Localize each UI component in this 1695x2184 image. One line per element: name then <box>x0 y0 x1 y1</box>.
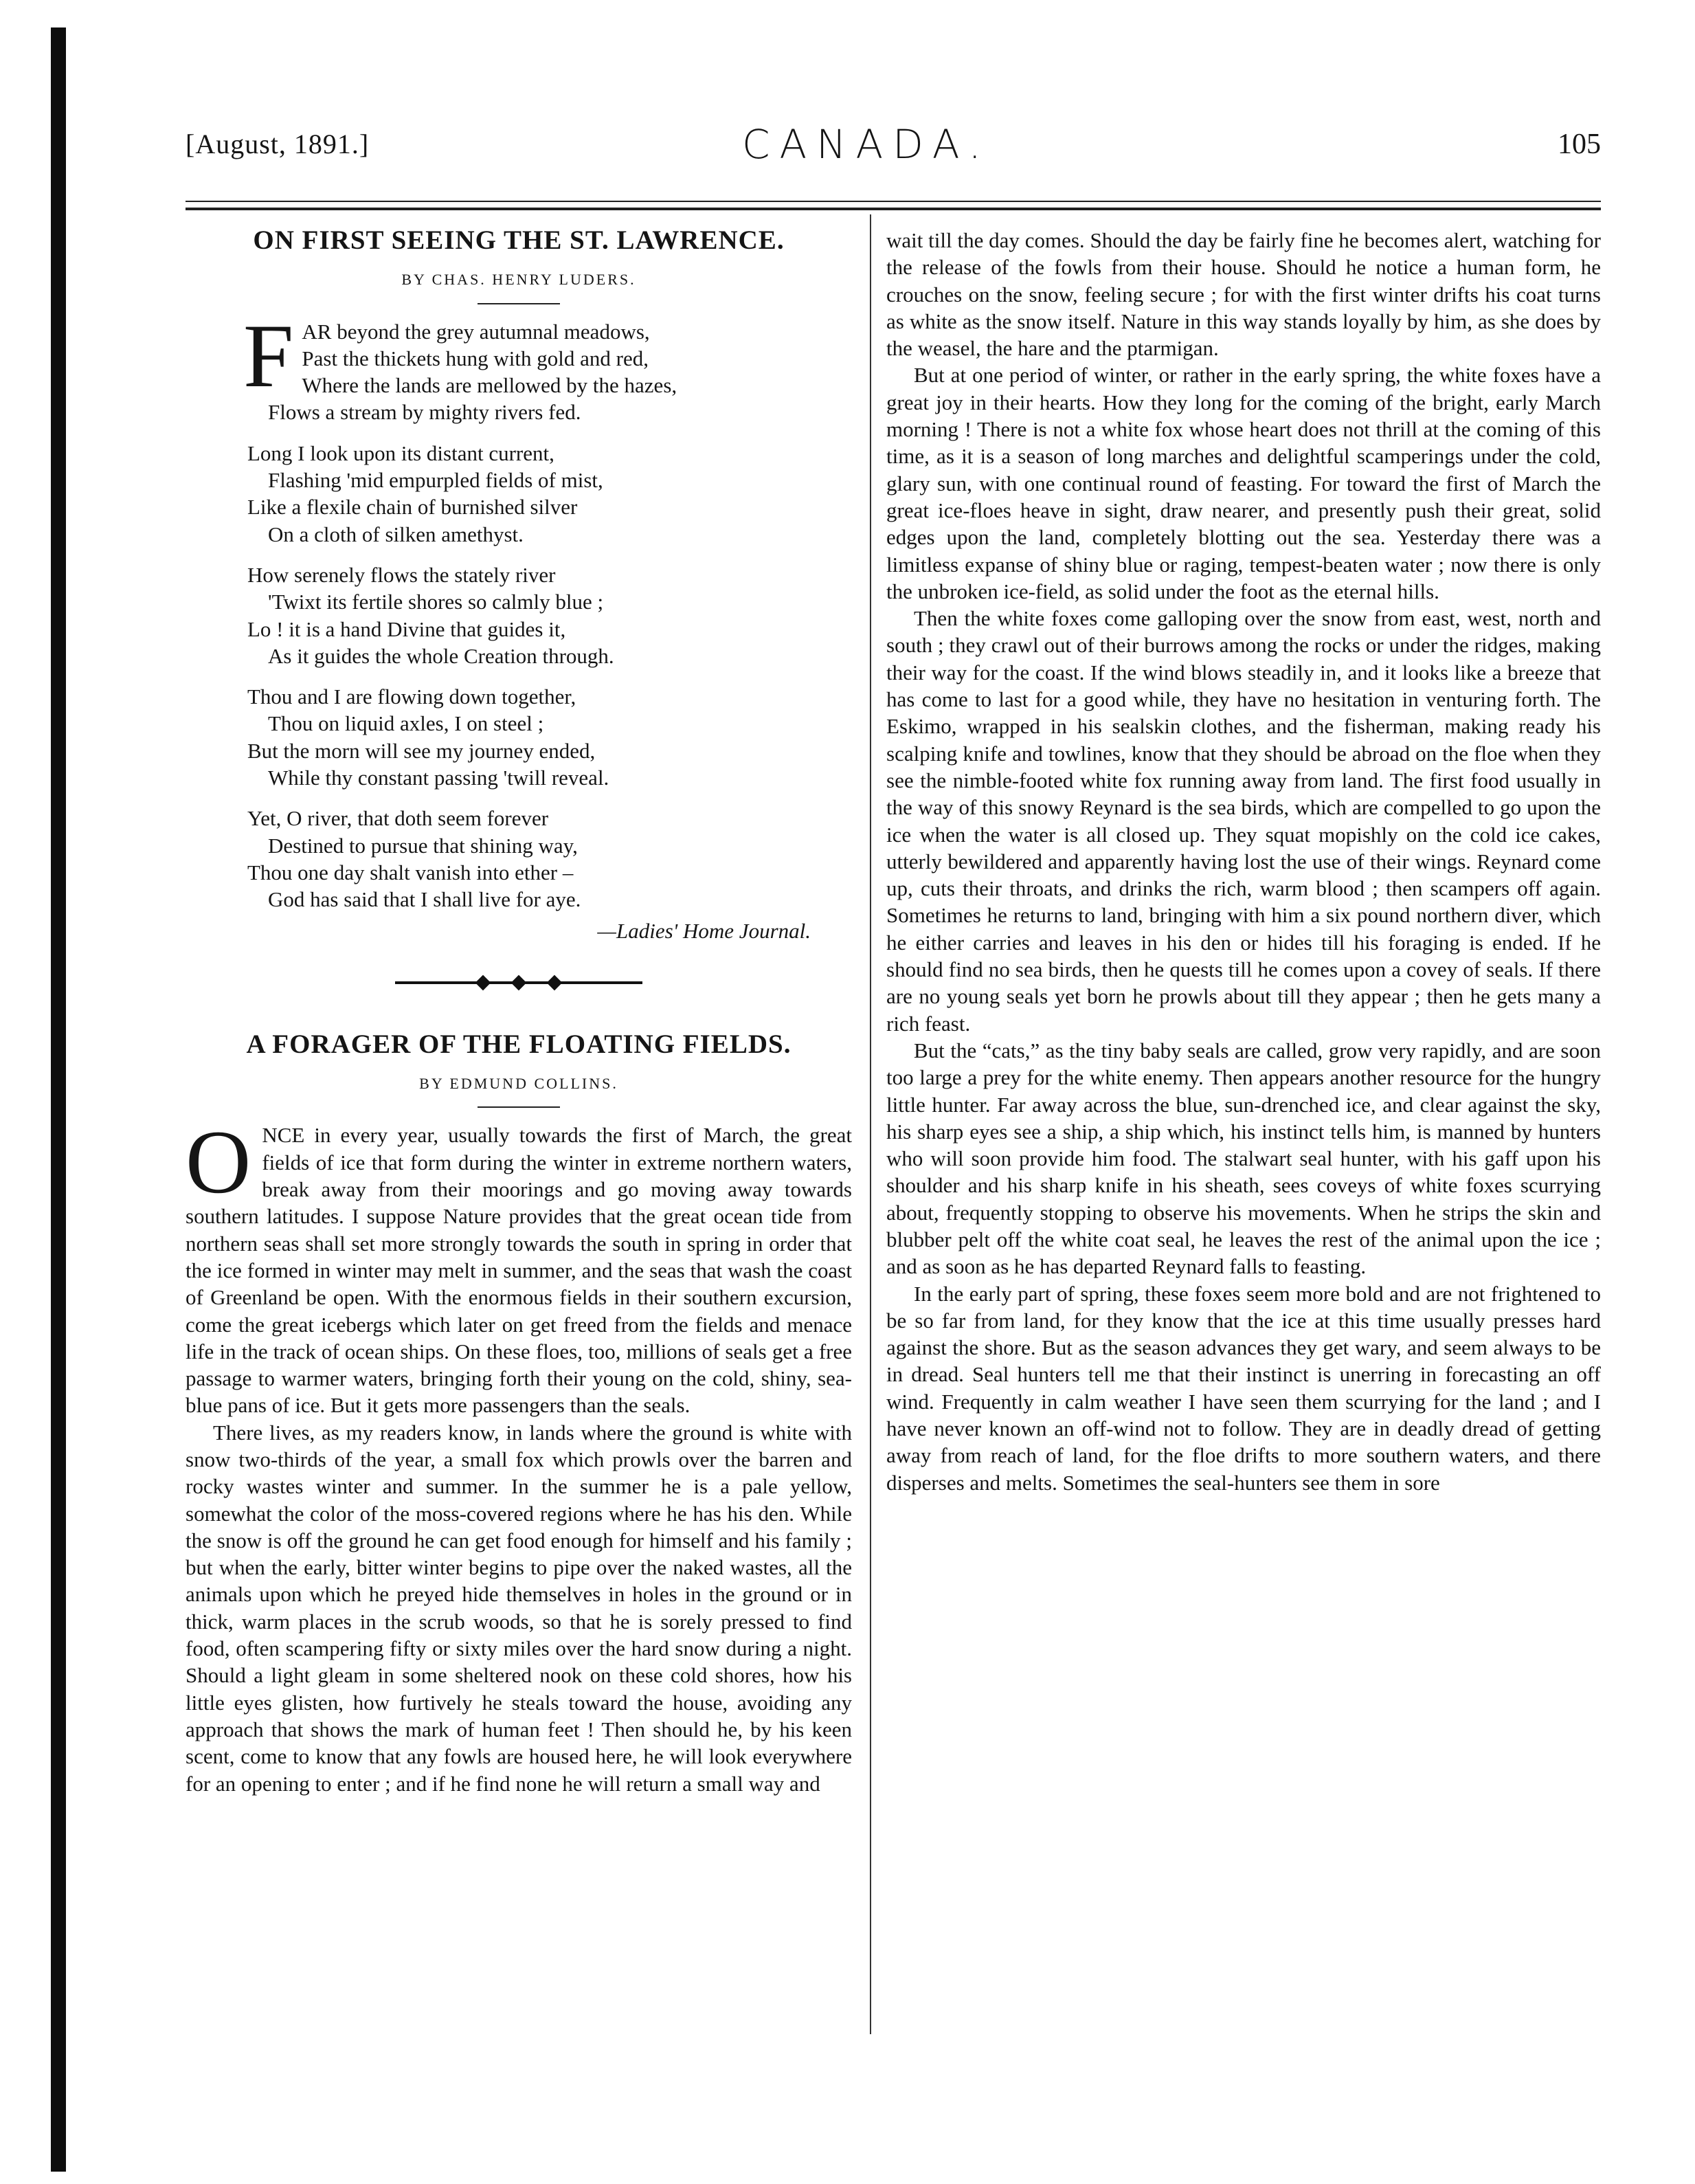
poem-line: Past the thickets hung with gold and red, <box>302 346 649 370</box>
poem-line: Thou and I are flowing down together, <box>247 684 576 709</box>
poem-stanza <box>247 683 852 791</box>
issue-date: [August, 1891.] <box>186 129 370 159</box>
article-paragraph: wait till the day comes. Should the day be fairly fine he becomes alert, watching for the release of the fowls from their house. Should he notice a human form, he crouches on the snow, feeling secure ; for with the first winter drifts his coat turns as white as the snow itself. Nature in this way stands loyally by him, as she does by the weasel, the hare and the ptarmigan. <box>886 228 1601 361</box>
poem-line: But the morn will see my journey ended, <box>247 738 596 763</box>
poem-body <box>243 304 852 913</box>
poem-line: Thou one day shalt vanish into ether – <box>247 860 574 884</box>
article-paragraph: Then the white foxes come galloping over the snow from east, west, north and south ; they crawl out of their burrows among the rocks or under the ridges, making their way for the coast. If the wind blows steadily in, and it looks like a breeze that has come to last for a good while, they have no hesitation in venturing forth. The Eskimo, wrapped in his sealskin clothes, and the fisherman, making ready his scalping knife and towlines, know that they should be abroad on the floe when they see the nimble-footed white fox running away from land. The first food usually in the way of this snowy Reynard is the sea birds, which are compelled to go upon the ice when the water is all closed up. They squat mopishly on the cold ice cakes, utterly bewildered and apparently having lost the use of their wings. Reynard come up, cuts their throats, and drinks the rich, warm blood ; then scampers off again. Sometimes he returns to land, bringing with him a six pound northern diver, which he either carries and leaves in his den or hides till his foraging is ended. If he should find no sea birds, then he quests till he comes upon a covey of seals. If there are no young seals yet born he prowls about till they appear ; then he gets many a rich feast. <box>886 606 1601 1036</box>
article-drop-cap: O <box>186 1111 251 1213</box>
column-divider <box>870 214 871 2034</box>
poem-line: On a cloth of silken amethyst. <box>268 522 524 546</box>
poem-stanza <box>247 805 852 913</box>
poem-source: —Ladies' Home Journal. <box>597 918 811 943</box>
poem-line: 'Twixt its fertile shores so calmly blue ; <box>268 590 604 614</box>
byline-rule <box>478 303 560 304</box>
article-paragraph: ONCE in every year, usually towards the first of March, the great fields of ice that form during the winter in extreme northern waters, break away from their moorings and go moving away towards southern latitudes. I suppose Nature provides that the great ocean tide from northern seas shall set more strongly towards the south in spring in order that the ice formed in winter may melt in summer, and the seas that wash the coast of Greenland be open. With the enormous fields in their southern excursion, come the great icebergs which later on get freed from the fields and menace life in the track of ocean ships. On these floes, too, millions of seals get a free passage to warmer waters, bringing forth their young on the cold, shiny, sea-blue pans of ice. But it gets more passengers than the seals. <box>186 1111 852 1418</box>
article-byline: BY EDMUND COLLINS. <box>419 1075 618 1093</box>
poem-stanza <box>247 440 852 548</box>
poem-drop-cap: F <box>243 304 294 406</box>
section-ornament <box>395 976 642 990</box>
poem-line: Yet, O river, that doth seem forever <box>247 806 549 831</box>
right-column <box>886 227 1601 1496</box>
poem-line: As it guides the whole Creation through. <box>268 643 614 668</box>
poem-line: Destined to pursue that shining way, <box>268 833 578 858</box>
byline-rule <box>478 1106 560 1108</box>
poem-line: Thou on liquid axles, I on steel ; <box>268 711 544 736</box>
article-paragraph: But at one period of winter, or rather in the early spring, the white foxes have a great joy in their hearts. How they long for the coming of the bright, early March morning ! There is not a white fox whose heart does not thrill at the coming of this time, as it is a season of long marches and delightful scamperings under the cold, glary sun, with one continual round of feasting. For toward the first of March the great ice-floes heave in sight, draw nearer, and presently push their great, solid edges upon the land, completely blotting out the sea. Yesterday there was a limitless expanse of shiny blue or raging, tempest-beaten water ; now there is only the unbroken ice-field, as solid under the foot as the eternal hills. <box>886 363 1601 603</box>
poem-line: While thy constant passing 'twill reveal. <box>268 766 609 790</box>
poem-line: God has said that I shall live for aye. <box>268 887 581 912</box>
poem-line: Flows a stream by mighty rivers fed. <box>268 400 581 425</box>
article-paragraph: In the early part of spring, these foxes seem more bold and are not frightened to be so far from land, for they know that the ice at this time usually presses hard against the shore. But as the season advances they get wary, and seem always to be in dread. Seal hunters tell me that their instinct is unerring in forecasting an off wind. Frequently in calm weather I have seen them scurrying for the land ; and I have never known an off-wind not to follow. They are in deadly dread of getting away from reach of land, for the floe drifts to more southern waters, and there disperses and melts. Sometimes the seal-hunters see them in sore <box>886 1281 1601 1495</box>
poem-stanza <box>247 561 852 669</box>
poem-line: How serenely flows the stately river <box>247 562 556 587</box>
article-paragraph: There lives, as my readers know, in lands where the ground is white with snow two-thirds of the year, a small fox which prowls over the barren and rocky wastes winter and summer. In the summer he is a pale yellow, somewhat the color of the moss-covered regions where he has his den. While the snow is off the ground he can get food enough for himself and his family ; but when the early, bitter winter begins to pipe over the naked wastes, all the animals upon which he preyed hide themselves in holes in the ground or in thick, warm places in the scrub woods, so that he is sorely pressed to find food, often scampering fifty or sixty miles over the hard snow during a night. Should a light gleam in some sheltered nook on these cold shores, how his little eyes glisten, how furtively he steals toward the house, avoiding any approach that shows the mark of human feet ! Then should he, by his keen scent, come to know that any fowls are housed here, he will look everywhere for an opening to enter ; and if he find none he will return a small way and <box>186 1420 852 1796</box>
running-header <box>186 121 1601 180</box>
poem-line: Flashing 'mid empurpled fields of mist, <box>268 468 603 493</box>
page-number: 105 <box>1558 129 1601 160</box>
publication-title: CANADA. <box>742 121 991 168</box>
article-paragraph: But the “cats,” as the tiny baby seals are called, grow very rapidly, and are soon too large a prey for the white enemy. Then appears another resource for the hungry little hunter. Far away across the blue, sun-drenched ice, and clear against the sky, his sharp eyes see a ship, a ship which, his instinct tells him, is manned by hunters who will soon provide him food. The stalwart seal hunter, with his gaff upon his shoulder and his sharp knife in his sheath, sees coveys of white foxes scurrying about, frequently stopping to observe his movements. When he strips the skin and blubber pelt off the white coat seal, he leaves the rest of the animal upon the ice ; and as soon as he has departed Reynard falls to feasting. <box>886 1038 1601 1279</box>
poem-line: AR beyond the grey autumnal meadows, <box>302 319 650 344</box>
poem-line: Where the lands are mellowed by the hazes, <box>302 373 677 398</box>
poem-byline: BY CHAS. HENRY LUDERS. <box>401 271 636 289</box>
poem-stanza <box>243 304 852 426</box>
left-column <box>186 227 852 1797</box>
article-title: A FORAGER OF THE FLOATING FIELDS. <box>246 1029 792 1059</box>
header-rule-thick <box>186 208 1601 210</box>
header-rule-thin <box>186 201 1601 202</box>
poem-line: Like a flexile chain of burnished silver <box>247 495 578 520</box>
poem-title: ON FIRST SEEING THE ST. LAWRENCE. <box>253 225 785 255</box>
binding-edge <box>51 27 66 2172</box>
poem-line: Lo ! it is a hand Divine that guides it, <box>247 616 566 641</box>
poem-line: Long I look upon its distant current, <box>247 441 554 465</box>
